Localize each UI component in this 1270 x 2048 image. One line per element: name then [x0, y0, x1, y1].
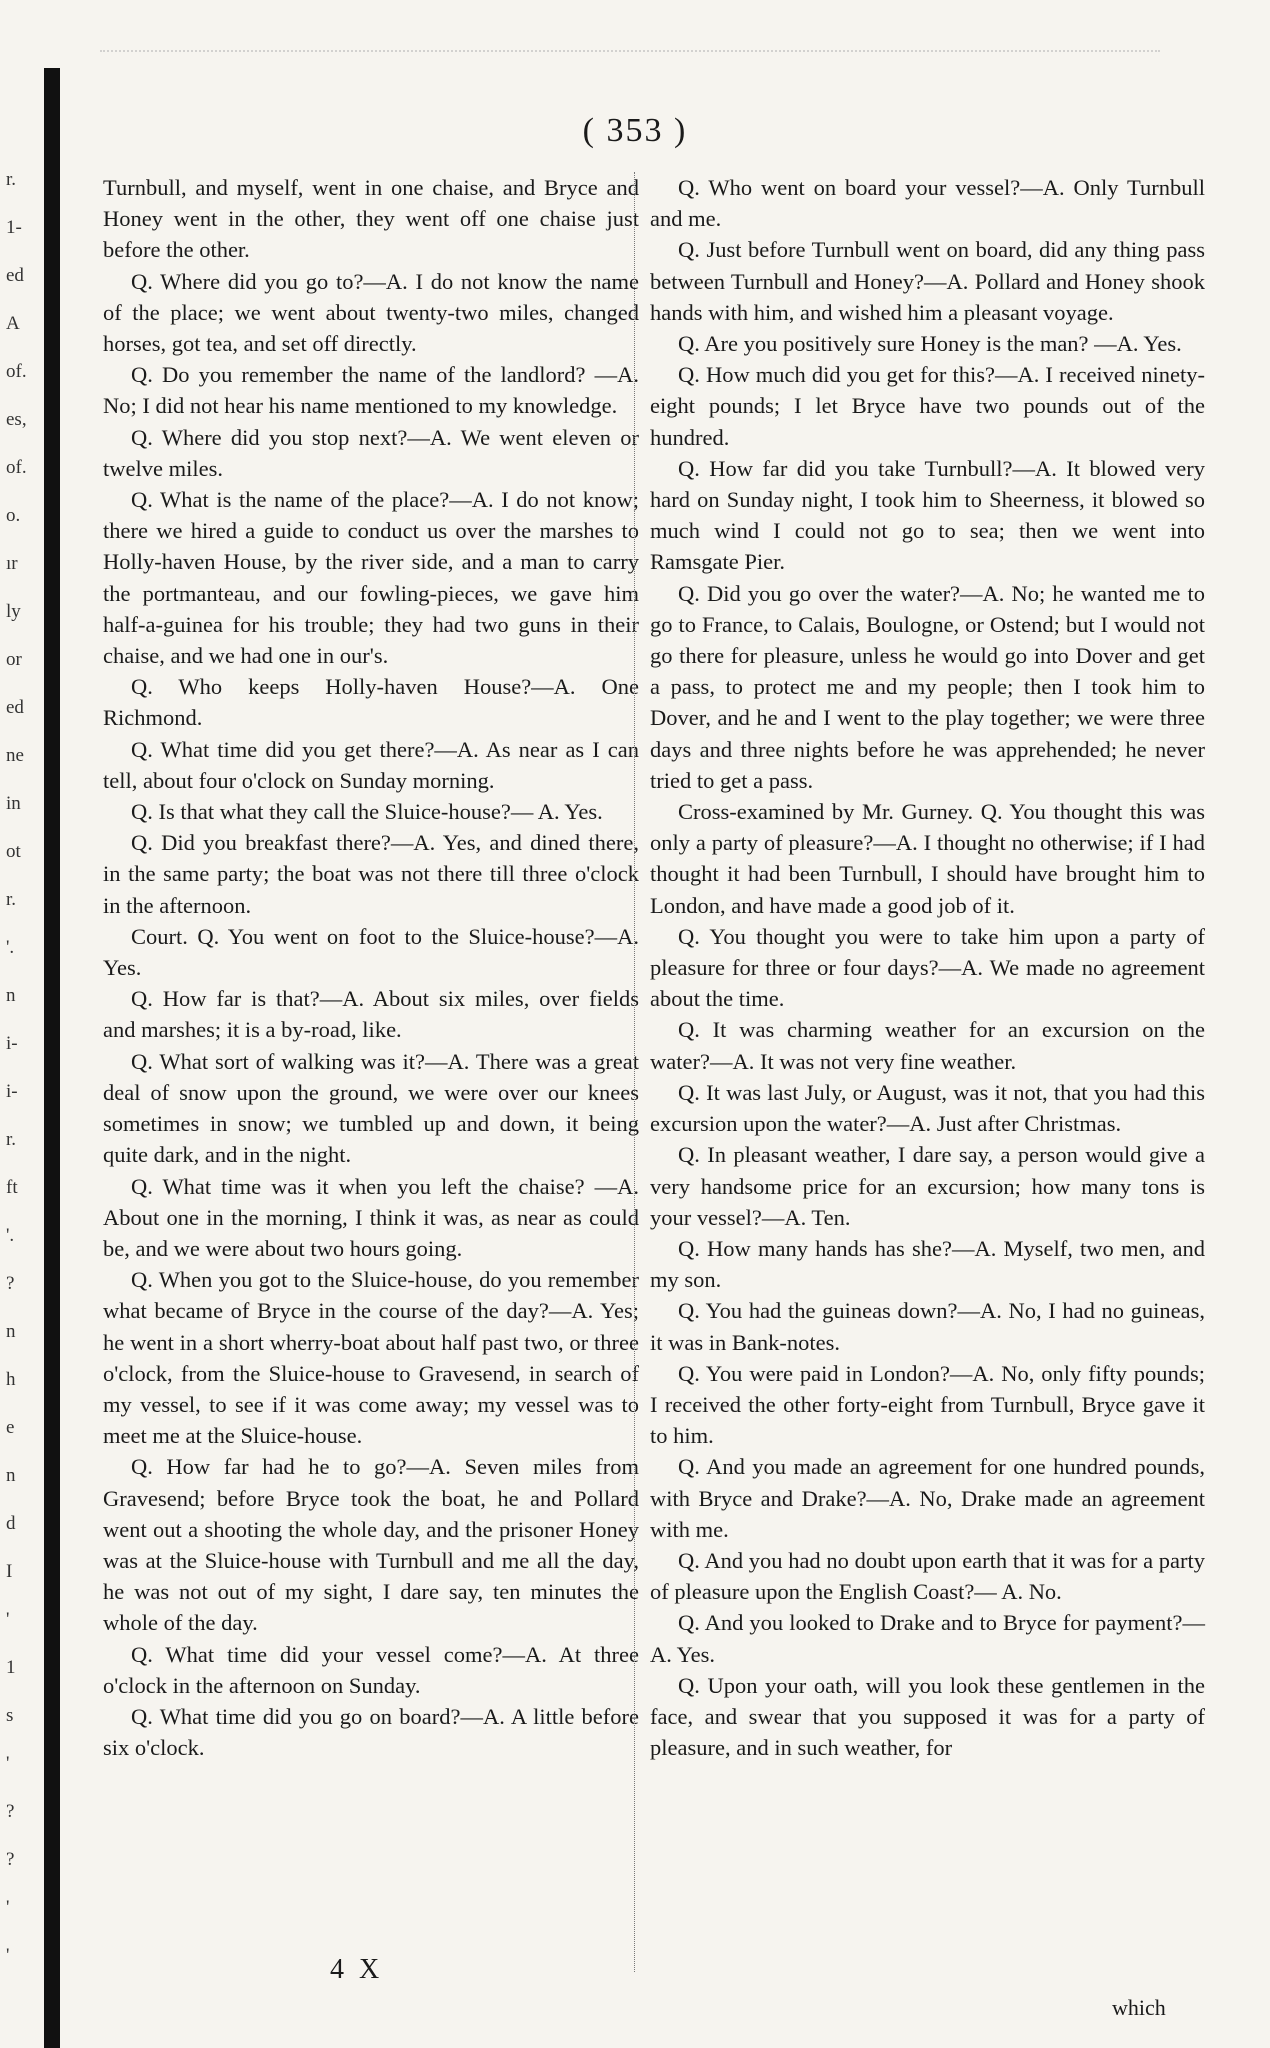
- paragraph: Q. How far is that?—A. About six miles, over fields and marshes; it is a by-road, like.: [103, 986, 639, 1043]
- paragraph: Q. Upon your oath, will you look these gentlemen in the face, and swear that you supposed it was for a party of pleasure, and in such weather, for: [650, 1672, 1205, 1761]
- paragraph: Q. Did you breakfast there?—A. Yes, and dined there, in the same party; the boat was not there till three o'clock in the afternoon.: [103, 830, 639, 918]
- paragraph: Q. Where did you stop next?—A. We went eleven or twelve miles.: [103, 424, 639, 481]
- column-divider: [634, 172, 636, 1972]
- left-column: [103, 172, 639, 1763]
- margin-mark: or: [6, 649, 22, 670]
- paragraph: Q. What time did you go on board?—A. A little before six o'clock.: [103, 1703, 639, 1761]
- paragraph: Q. Just before Turnbull went on board, did any thing pass between Turnbull and Honey?—A. Pollard and Honey shook hands with him, and wished him a pleasant voyage.: [650, 237, 1205, 325]
- margin-mark: ?: [6, 1273, 15, 1294]
- paragraph: Q. And you looked to Drake and to Bryce for payment?—A. Yes.: [650, 1610, 1205, 1667]
- paragraph: Turnbull, and myself, went in one chaise, and Bryce and Honey went in the other, they went off one chaise just before the other.: [103, 175, 639, 263]
- paragraph: Q. How far had he to go?—A. Seven miles from Gravesend; before Bryce took the boat, he and Pollard went out a shooting the whole day, and the prisoner Honey was at the Sluice-house with Turnbull and me all the day, he was not out of my sight, I dare say, ten minutes the whole of the day.: [103, 1454, 639, 1636]
- paragraph: Q. It was charming weather for an excursion on the water?—A. It was not very fine weather.: [650, 1017, 1205, 1074]
- margin-mark: A: [6, 313, 20, 334]
- paragraph: Q. You were paid in London?—A. No, only fifty pounds; I received the other forty-eight from Turnbull, Bryce gave it to him.: [650, 1360, 1205, 1449]
- margin-mark: '.: [6, 937, 15, 958]
- paragraph: Q. What time was it when you left the chaise? —A. About one in the morning, I think it was, as near as could be, and we were about two hours going.: [103, 1173, 639, 1261]
- margin-mark: e: [6, 1417, 15, 1438]
- margin-mark: d: [6, 1513, 16, 1534]
- margin-mark: ?: [6, 1849, 15, 1870]
- margin-mark: ed: [6, 697, 24, 718]
- margin-mark: n: [6, 985, 16, 1006]
- paragraph: Q. It was last July, or August, was it not, that you had this excursion upon the water?—A. Just after Christmas.: [650, 1079, 1205, 1137]
- paragraph: Q. Who went on board your vessel?—A. Only Turnbull and me.: [650, 175, 1205, 232]
- margin-mark: h: [6, 1369, 16, 1390]
- margin-mark: ': [6, 1897, 10, 1918]
- paragraph: Q. You thought you were to take him upon a party of pleasure for three or four days?—A. We made no agreement about the time.: [650, 923, 1205, 1012]
- paragraph: Q. What time did your vessel come?—A. At three o'clock in the afternoon on Sunday.: [103, 1641, 639, 1698]
- margin-mark: ot: [6, 841, 21, 862]
- margin-mark: ed: [6, 265, 24, 286]
- paragraph: Q. What time did you get there?—A. As near as I can tell, about four o'clock on Sunday morning.: [103, 736, 639, 793]
- margin-mark: I: [6, 1561, 13, 1582]
- paragraph: Q. Where did you go to?—A. I do not know the name of the place; we went about twenty-two miles, changed horses, got tea, and set off directly.: [103, 268, 639, 357]
- margin-mark: ': [6, 1753, 10, 1774]
- catchword: which: [1112, 1995, 1166, 2020]
- margin-mark: r.: [6, 889, 17, 910]
- margin-mark: i-: [6, 1081, 18, 1102]
- paragraph: Q. In pleasant weather, I dare say, a person would give a very handsome price for an excursion; how many tons is your vessel?—A. Ten.: [650, 1142, 1205, 1230]
- paragraph: Court. Q. You went on foot to the Sluice-house?—A. Yes.: [103, 923, 639, 981]
- margin-mark: of.: [6, 457, 27, 478]
- margin-mark: ?: [6, 1801, 15, 1822]
- margin-mark: ': [6, 1609, 10, 1630]
- margin-mark: n: [6, 1465, 16, 1486]
- paragraph: Q. How much did you get for this?—A. I received ninety-eight pounds; I let Bryce have two pounds out of the hundred.: [650, 362, 1205, 450]
- margin-mark: i-: [6, 1033, 18, 1054]
- margin-mark: '.: [6, 1225, 15, 1246]
- paragraph: Q. How many hands has she?—A. Myself, two men, and my son.: [650, 1235, 1205, 1293]
- margin-mark: of.: [6, 361, 27, 382]
- paragraph: Q. What sort of walking was it?—A. There was a great deal of snow upon the ground, we were over our knees sometimes in snow; we tumbled up and down, it being quite dark, and in the night.: [103, 1048, 639, 1168]
- paragraph: Q. And you had no doubt upon earth that it was for a party of pleasure upon the English Coast?— A. No.: [650, 1547, 1205, 1605]
- margin-mark: 1: [6, 1657, 16, 1678]
- margin-marks: [0, 170, 40, 2020]
- paragraph: Q. You had the guineas down?—A. No, I had no guineas, it was in Bank-notes.: [650, 1298, 1205, 1355]
- margin-mark: r.: [6, 1129, 17, 1150]
- paragraph: Q. Do you remember the name of the landlord? —A. No; I did not hear his name mentioned to my knowledge.: [103, 362, 639, 419]
- margin-mark: ly: [6, 601, 21, 622]
- margin-mark: in: [6, 793, 21, 814]
- paragraph: Q. Who keeps Holly-haven House?—A. One Richmond.: [103, 674, 639, 731]
- gutter-rule: [44, 68, 60, 2048]
- margin-mark: ft: [6, 1177, 18, 1198]
- right-column: [650, 172, 1205, 1763]
- signature-mark: 4 X: [330, 1954, 384, 1985]
- paragraph: Q. Are you positively sure Honey is the man? —A. Yes.: [678, 331, 1182, 357]
- paragraph: Cross-examined by Mr. Gurney. Q. You thought this was only a party of pleasure?—A. I thought no otherwise; if I had thought it had been Turnbull, I should have brought him to London, and have made a good job of it.: [650, 799, 1205, 918]
- paragraph: Q. What is the name of the place?—A. I do not know; there we hired a guide to conduct us over the marshes to Holly-haven House, by the river side, and a man to carry the portmanteau, and our fowling-pieces, we gave him half-a-guinea for his trouble; they had two guns in their chaise, and we had one in our's.: [103, 487, 639, 669]
- margin-mark: ': [6, 1945, 10, 1966]
- margin-mark: ır: [6, 553, 18, 574]
- margin-mark: r.: [6, 169, 17, 190]
- margin-mark: ne: [6, 745, 24, 766]
- margin-mark: 1-: [6, 217, 22, 238]
- paragraph: Q. When you got to the Sluice-house, do you remember what became of Bryce in the course of the day?—A. Yes; he went in a short wherry-boat about half past two, or three o'clock, from the Sluice-house to Gravesend, in search of my vessel, to see if it was come away; my vessel was to meet me at the Sluice-house.: [103, 1267, 639, 1449]
- margin-mark: n: [6, 1321, 16, 1342]
- page-number: ( 353 ): [582, 112, 688, 149]
- paragraph: Q. How far did you take Turnbull?—A. It blowed very hard on Sunday night, I took him to Sheerness, it blowed so much wind I could not go to sea; then we went into Ramsgate Pier.: [650, 455, 1205, 575]
- print-bleed-through: [100, 50, 1160, 64]
- paragraph: Q. Did you go over the water?—A. No; he wanted me to go to France, to Calais, Boulogne, or Ostend; but I would not go there for pleasure, unless he would go into Dover and get a pass, to protect me and my people; then I took him to Dover, and he and I went to the play together; we were three days and three nights before he was apprehended; he never tried to get a pass.: [650, 580, 1205, 793]
- paragraph: Q. And you made an agreement for one hundred pounds, with Bryce and Drake?—A. No, Drake made an agreement with me.: [650, 1454, 1205, 1542]
- margin-mark: es,: [6, 409, 27, 430]
- margin-mark: o.: [6, 505, 21, 526]
- paragraph: Q. Is that what they call the Sluice-house?— A. Yes.: [131, 799, 603, 825]
- margin-mark: s: [6, 1705, 14, 1726]
